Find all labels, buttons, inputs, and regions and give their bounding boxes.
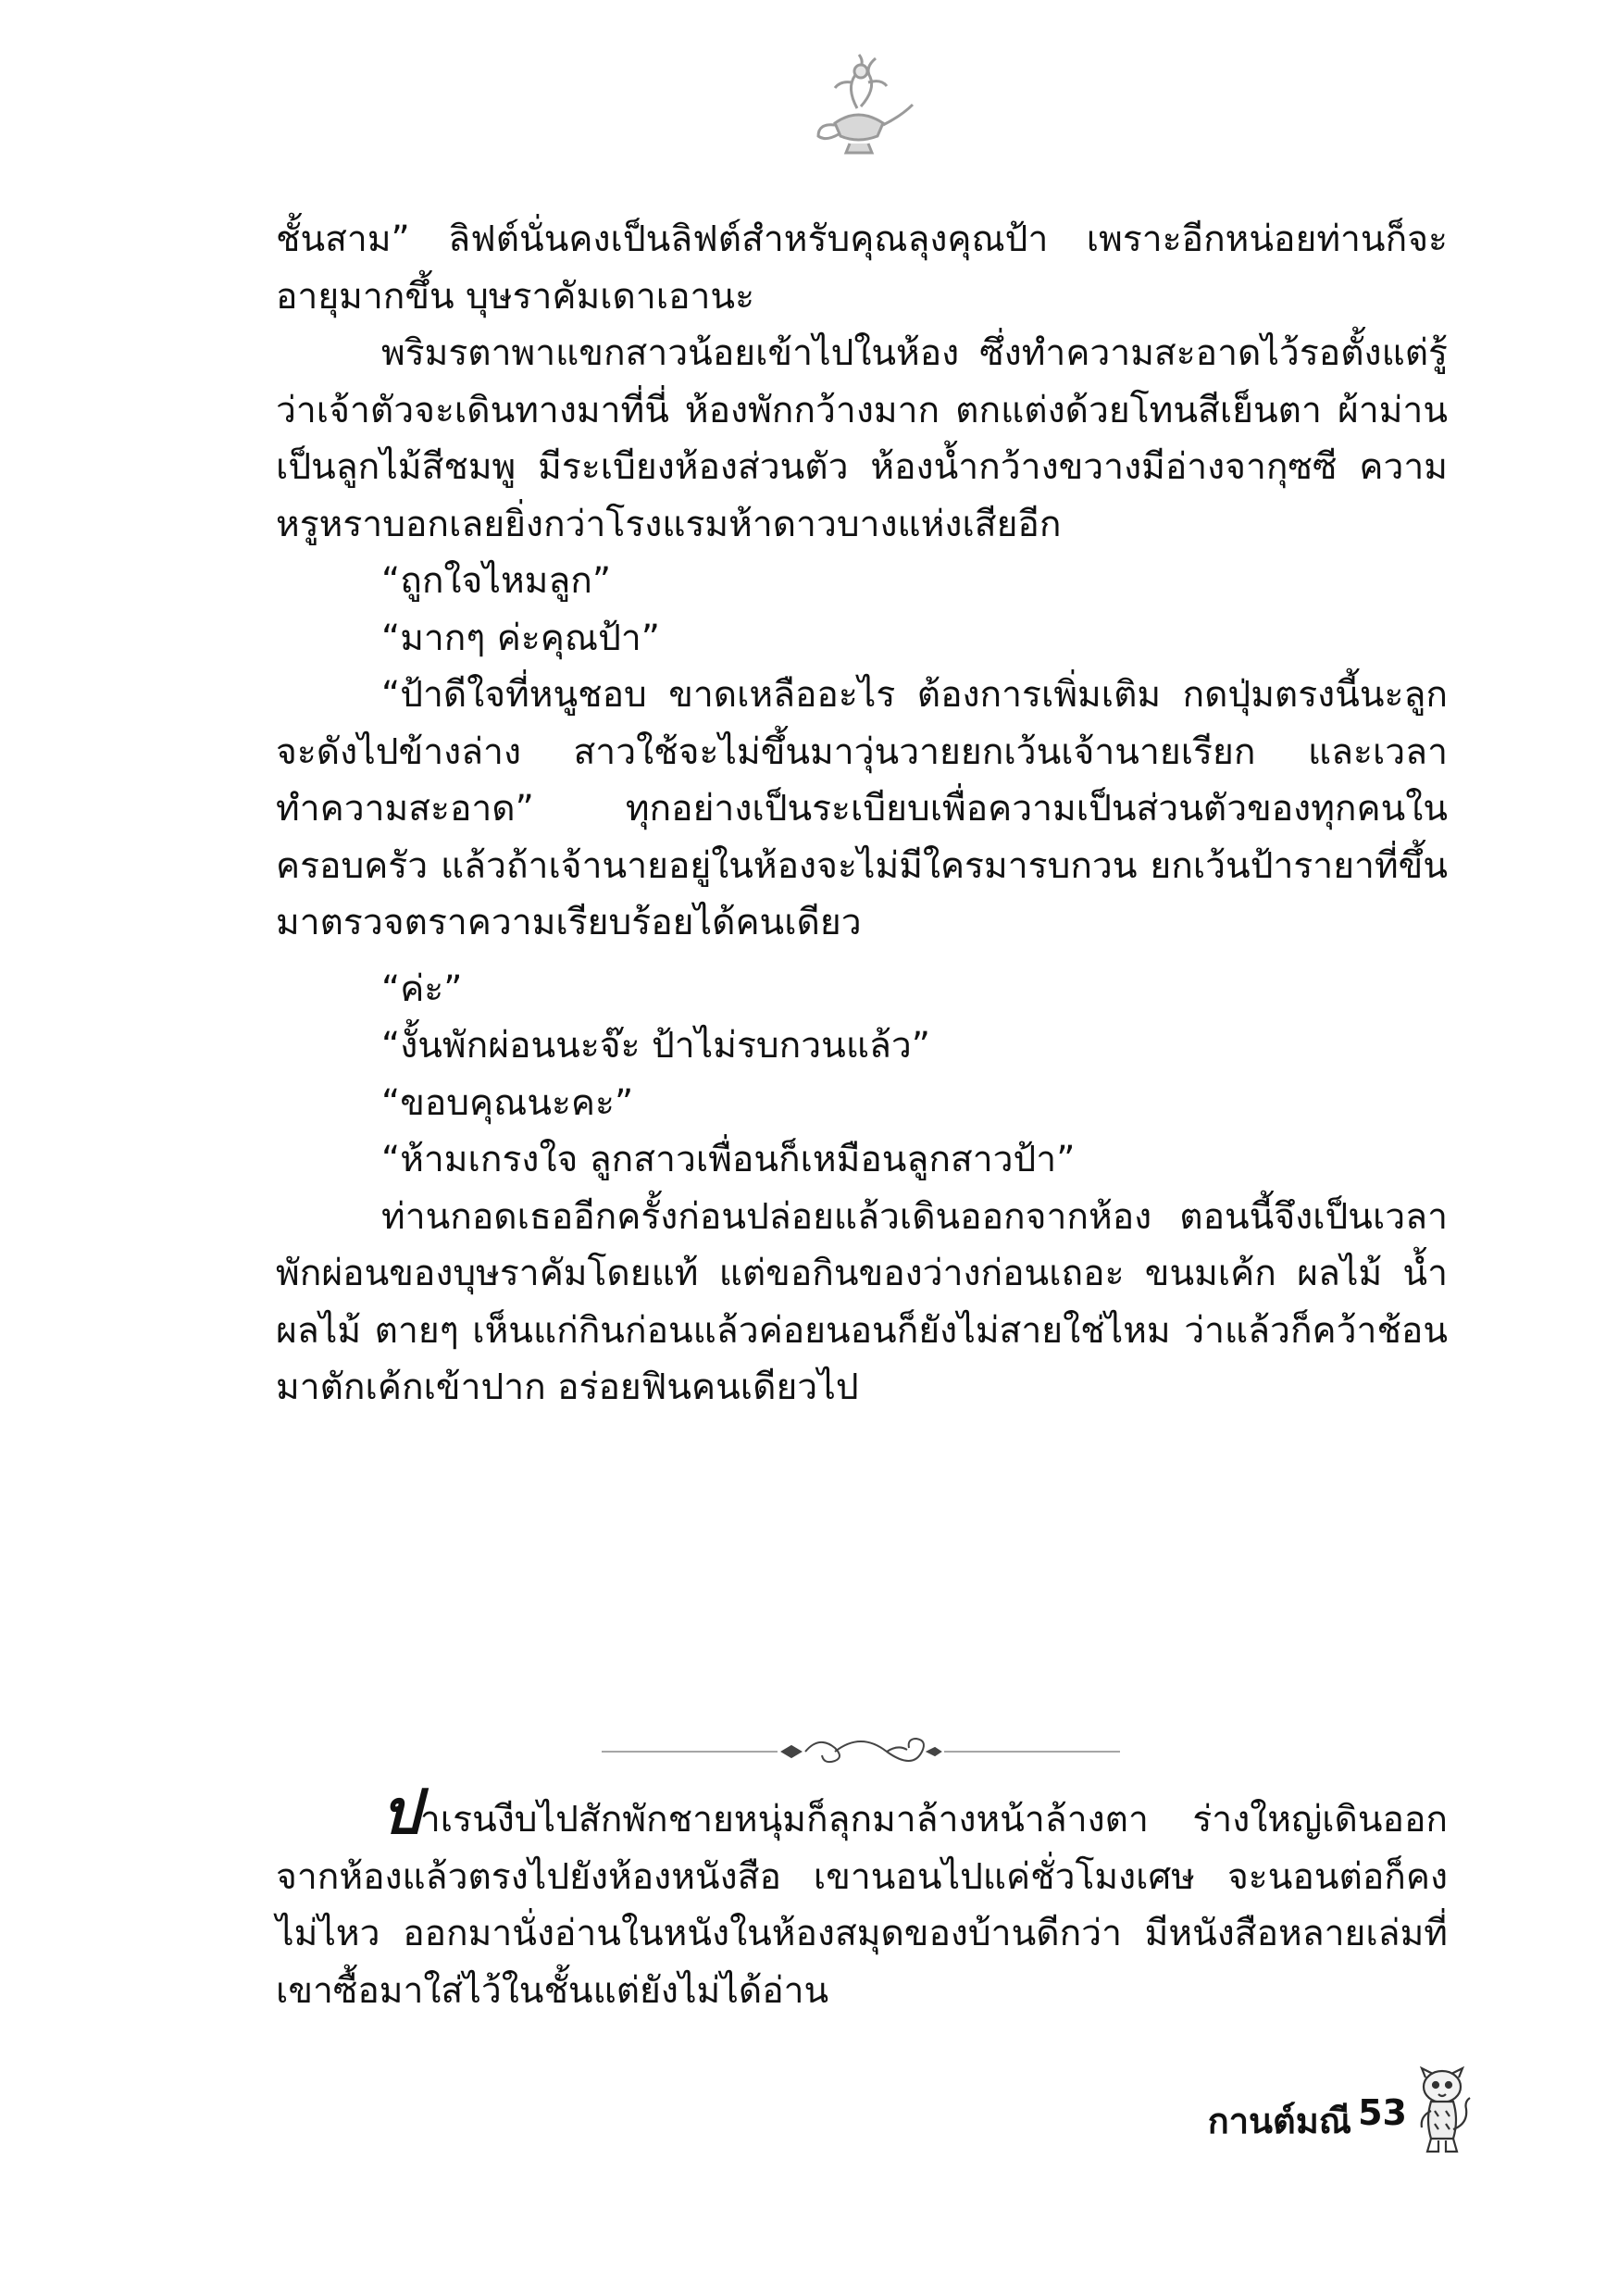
flourish-divider-icon <box>592 1724 1129 1779</box>
dialogue-line: “ห้ามเกรงใจ ลูกสาวเพื่อนก็เหมือนลูกสาวป้า” <box>381 1139 1076 1180</box>
page-footer <box>1148 2065 1481 2157</box>
second-section <box>276 1776 1448 2019</box>
dialogue-line: “มากๆ ค่ะคุณป้า” <box>381 617 660 659</box>
paragraph: ท่านกอดเธออีกครั้งก่อนปล่อยแล้วเดินออกจากห้อง ตอนนี้จึงเป็นเวลาพักผ่อนของบุษราคัมโดยแท้ แต่ขอกินของว่างก่อนเถอะ ขนมเค้ก ผลไม้ น้ำผลไม้ ตายๆ เห็นแก่กินก่อนแล้วค่อยนอนก็ยังไม่สายใช่ไหม ว่าแล้วก็คว้าช้อนมาตักเค้กเข้าปาก อร่อยฟินคนเดียวไป <box>276 1195 1448 1408</box>
paragraph: ชั้นสาม” ลิฟต์นั่นคงเป็นลิฟต์สำหรับคุณลุงคุณป้า เพราะอีกหน่อยท่านก็จะอายุมากขึ้น บุษราคัมเดาเอานะ <box>276 218 1448 318</box>
dialogue-line: “งั้นพักผ่อนนะจ๊ะ ป้าไม่รบกวนแล้ว” <box>381 1025 930 1067</box>
genie-lamp-icon <box>798 51 918 162</box>
tiger-mascot-icon <box>1411 2065 1474 2157</box>
dialogue-line: “ขอบคุณนะคะ” <box>381 1081 634 1124</box>
drop-cap: ป <box>381 1776 420 1848</box>
paragraph: พริมรตาพาแขกสาวน้อยเข้าไปในห้อง ซึ่งทำความสะอาดไว้รอตั้งแต่รู้ว่าเจ้าตัวจะเดินทางมาที่นี่ ห้องพักกว้างมาก ตกแต่งด้วยโทนสีเย็นตา ผ้าม่านเป็นลูกไม้สีชมพู มีระเบียงห้องส่วนตัว ห้องน้ำกว้างขวางมีอ่างจากุซซี ความหรูหราบอกเลยยิ่งกว่าโรงแรมห้าดาวบางแห่งเสียอีก <box>276 332 1448 545</box>
paragraph <box>276 1776 1448 2019</box>
paragraph-text: าเรนงีบไปสักพักชายหนุ่มก็ลุกมาล้างหน้าล้างตา ร่างใหญ่เดินออกจากห้องแล้วตรงไปยังห้องหนังสือ เขานอนไปแค่ชั่วโมงเศษ จะนอนต่อก็คงไม่ไหว ออกมานั่งอ่านในหนังในห้องสมุดของบ้านดีกว่า มีหนังสือหลายเล่มที่เขาซื้อมาใส่ไว้ในชั้นแต่ยังไม่ได้อ่าน <box>276 1799 1448 2012</box>
page-number: 53 <box>1358 2092 1407 2133</box>
dialogue-line: “ค่ะ” <box>381 967 463 1010</box>
dialogue-line: “ถูกใจไหมลูก” <box>381 560 612 602</box>
main-text-section <box>276 211 1448 1416</box>
paragraph: “ป้าดีใจที่หนูชอบ ขาดเหลืออะไร ต้องการเพิ่มเติม กดปุ่มตรงนี้นะลูก จะดังไปข้างล่าง สาวใช้จะไม่ขึ้นมาวุ่นวายยกเว้นเจ้านายเรียก และเวลาทำความสะอาด” ทุกอย่างเป็นระเบียบเพื่อความเป็นส่วนตัวของทุกคนในครอบครัว แล้วถ้าเจ้านายอยู่ในห้องจะไม่มีใครมารบกวน ยกเว้นป้ารายาที่ขึ้นมาตรวจตราความเรียบร้อยได้คนเดียว <box>276 674 1448 943</box>
book-title: กานต์มณี <box>1207 2101 1351 2141</box>
